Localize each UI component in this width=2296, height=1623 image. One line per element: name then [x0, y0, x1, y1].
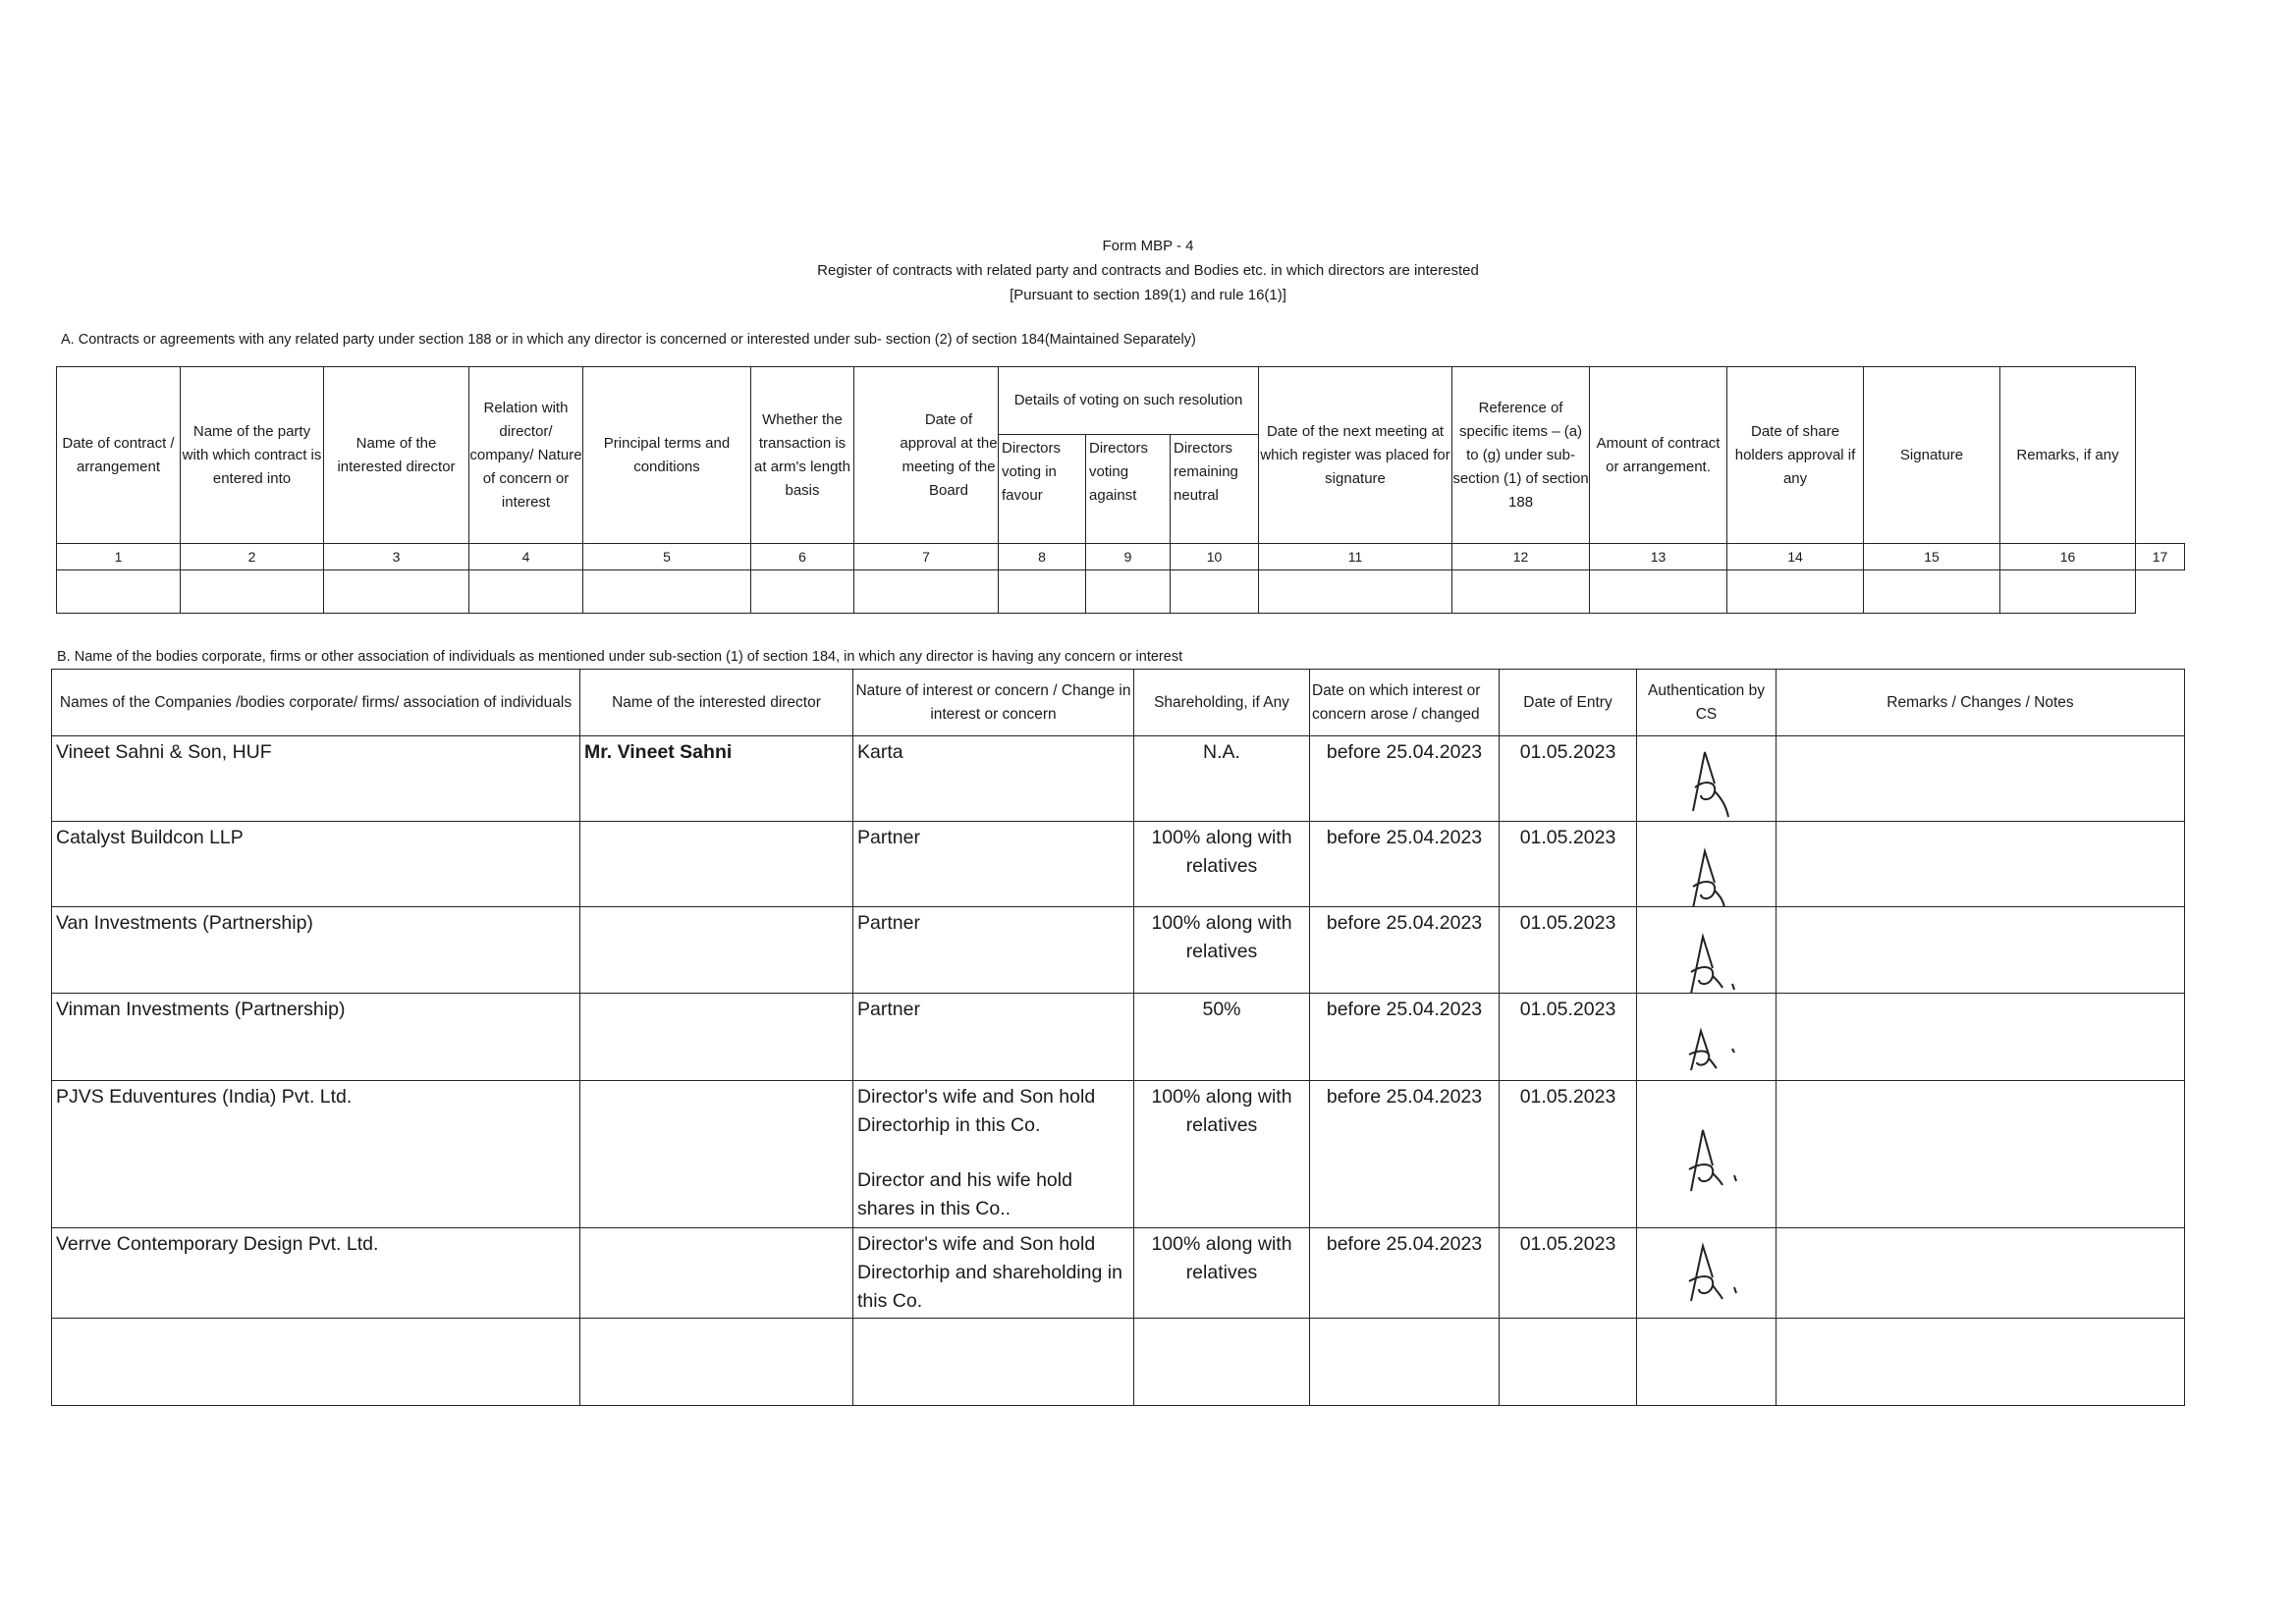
date-of-entry: 01.05.2023 — [1500, 1228, 1637, 1319]
date-of-entry: 01.05.2023 — [1500, 822, 1637, 907]
company-name: PJVS Eduventures (India) Pvt. Ltd. — [52, 1081, 580, 1228]
shareholding: N.A. — [1134, 736, 1310, 822]
column-number: 7 — [854, 544, 999, 570]
column-number: 6 — [751, 544, 854, 570]
header-company: Names of the Companies /bodies corporate/ firms/ association of individuals — [52, 670, 580, 736]
form-reference: [Pursuant to section 189(1) and rule 16(1)] — [1010, 287, 1286, 303]
column-number: 13 — [1590, 544, 1727, 570]
remarks-cell — [1777, 907, 2185, 994]
date-arose: before 25.04.2023 — [1310, 994, 1500, 1081]
date-of-entry: 01.05.2023 — [1500, 736, 1637, 822]
header-voting-against: Directors voting against — [1086, 435, 1171, 544]
date-of-entry: 01.05.2023 — [1500, 907, 1637, 994]
nature-of-interest — [853, 1081, 1134, 1228]
section-a-title: A. Contracts or agreements with any related party under section 188 or in which any director is concerned or interested under sub- section (2) of section 184(Maintained Separately) — [61, 332, 1196, 348]
date-arose: before 25.04.2023 — [1310, 1228, 1500, 1319]
header-remarks: Remarks / Changes / Notes — [1777, 670, 2185, 736]
header-authentication: Authentication by CS — [1637, 670, 1777, 736]
header-director: Name of the interested director — [580, 670, 853, 736]
date-arose: before 25.04.2023 — [1310, 907, 1500, 994]
header-shareholding: Shareholding, if Any — [1134, 670, 1310, 736]
nature-of-interest: Partner — [853, 822, 1134, 907]
empty-row — [52, 1319, 2185, 1406]
header-amount: Amount of contract or arrangement. — [1590, 367, 1727, 544]
column-number: 5 — [583, 544, 751, 570]
director-name — [580, 907, 853, 994]
company-name: Catalyst Buildcon LLP — [52, 822, 580, 907]
shareholding: 100% along with relatives — [1134, 1081, 1310, 1228]
header-reference-items: Reference of specific items – (a) to (g) under sub-section (1) of section 188 — [1452, 367, 1590, 544]
remarks-cell — [1777, 1228, 2185, 1319]
header-interested-director: Name of the interested director — [324, 367, 469, 544]
nature-of-interest: Director's wife and Son hold Directorhip and shareholding in this Co. — [853, 1228, 1134, 1319]
date-of-entry: 01.05.2023 — [1500, 994, 1637, 1081]
authentication-cell — [1637, 822, 1777, 907]
header-date-of-contract: Date of contract / arrangement — [57, 367, 181, 544]
header-remarks: Remarks, if any — [2000, 367, 2136, 544]
nature-of-interest: Karta — [853, 736, 1134, 822]
director-name — [580, 822, 853, 907]
company-name: Van Investments (Partnership) — [52, 907, 580, 994]
shareholding: 100% along with relatives — [1134, 907, 1310, 994]
column-number: 3 — [324, 544, 469, 570]
header-date-entry: Date of Entry — [1500, 670, 1637, 736]
authentication-cell — [1637, 736, 1777, 822]
column-number: 12 — [1452, 544, 1590, 570]
header-nature: Nature of interest or concern / Change in interest or concern — [853, 670, 1134, 736]
column-number: 16 — [2000, 544, 2136, 570]
header-remaining-neutral: Directors remaining neutral — [1171, 435, 1259, 544]
signature-mark — [1671, 1120, 1760, 1199]
signature-mark — [1671, 1234, 1760, 1313]
authentication-cell — [1637, 907, 1777, 994]
header-shareholders-approval: Date of share holders approval if any — [1727, 367, 1864, 544]
header-relation: Relation with director/ company/ Nature of concern or interest — [469, 367, 583, 544]
header-signature: Signature — [1864, 367, 2000, 544]
form-subtitle: Register of contracts with related party and contracts and Bodies etc. in which directors are interested — [817, 262, 1479, 279]
signature-mark — [1671, 839, 1760, 907]
company-name: Verrve Contemporary Design Pvt. Ltd. — [52, 1228, 580, 1319]
column-number-row — [57, 544, 2185, 570]
company-name: Vinman Investments (Partnership) — [52, 994, 580, 1081]
header-voting-favour: Directors voting in favour — [999, 435, 1086, 544]
header-date-arose: Date on which interest or concern arose / changed — [1310, 670, 1500, 736]
director-name — [580, 1081, 853, 1228]
column-number: 1 — [57, 544, 181, 570]
authentication-cell — [1637, 1081, 1777, 1228]
date-arose: before 25.04.2023 — [1310, 1081, 1500, 1228]
signature-mark — [1671, 742, 1760, 821]
bodies-corporate-table — [51, 669, 2185, 1406]
remarks-cell — [1777, 1081, 2185, 1228]
column-number: 8 — [999, 544, 1086, 570]
contracts-table — [56, 366, 2185, 614]
table-row — [52, 736, 2185, 822]
shareholding: 100% along with relatives — [1134, 822, 1310, 907]
nature-of-interest: Partner — [853, 994, 1134, 1081]
remarks-cell — [1777, 994, 2185, 1081]
header-arms-length: Whether the transaction is at arm's length basis — [751, 367, 854, 544]
form-title: Form MBP - 4 — [1102, 238, 1194, 254]
empty-row — [57, 570, 2185, 614]
nature-line: Director's wife and Son hold Directorhip in this Co. — [857, 1086, 1096, 1136]
signature-mark — [1671, 925, 1760, 994]
table-row — [52, 1228, 2185, 1319]
authentication-cell — [1637, 994, 1777, 1081]
date-of-entry: 01.05.2023 — [1500, 1081, 1637, 1228]
signature-mark — [1671, 1009, 1760, 1081]
column-number: 4 — [469, 544, 583, 570]
authentication-cell — [1637, 1228, 1777, 1319]
header-next-meeting: Date of the next meeting at which register was placed for signature — [1259, 367, 1452, 544]
column-number: 10 — [1171, 544, 1259, 570]
director-name — [580, 994, 853, 1081]
nature-of-interest: Partner — [853, 907, 1134, 994]
column-number: 15 — [1864, 544, 2000, 570]
remarks-cell — [1777, 736, 2185, 822]
section-b-title: B. Name of the bodies corporate, firms or other association of individuals as mentioned under sub-section (1) of section 184, in which any director is having any concern or interest — [57, 649, 1183, 665]
column-number: 14 — [1727, 544, 1864, 570]
shareholding: 100% along with relatives — [1134, 1228, 1310, 1319]
table-row — [52, 822, 2185, 907]
date-arose: before 25.04.2023 — [1310, 822, 1500, 907]
header-principal-terms: Principal terms and conditions — [583, 367, 751, 544]
column-number: 11 — [1259, 544, 1452, 570]
table-row — [52, 994, 2185, 1081]
director-name: Mr. Vineet Sahni — [580, 736, 853, 822]
nature-line-extra: Director and his wife hold shares in this Co.. — [857, 1169, 1072, 1219]
column-number: 9 — [1086, 544, 1171, 570]
date-arose: before 25.04.2023 — [1310, 736, 1500, 822]
header-voting-details: Details of voting on such resolution — [999, 367, 1259, 435]
shareholding: 50% — [1134, 994, 1310, 1081]
column-number: 17 — [2136, 544, 2185, 570]
column-number: 2 — [181, 544, 324, 570]
director-name — [580, 1228, 853, 1319]
remarks-cell — [1777, 822, 2185, 907]
table-row — [52, 1081, 2185, 1228]
company-name: Vineet Sahni & Son, HUF — [52, 736, 580, 822]
header-date-of-approval: Date of approval at the meeting of the Board — [854, 367, 999, 544]
table-row — [52, 907, 2185, 994]
header-name-of-party: Name of the party with which contract is entered into — [181, 367, 324, 544]
